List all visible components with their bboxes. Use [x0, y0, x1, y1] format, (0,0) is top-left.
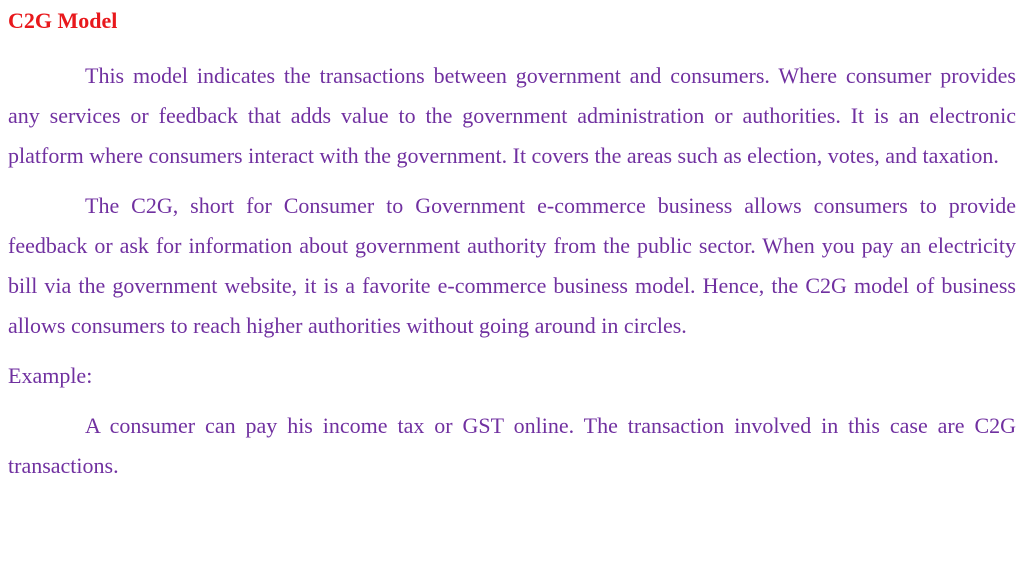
paragraph-definition: This model indicates the transactions between government and consumers. Where consumer provides any services or feedback that adds value to the government administration or authorities. It is an electronic platform where consumers interact with the government. It covers the areas such as election, votes, and taxation. [8, 63, 1016, 168]
page-title: C2G Model [8, 8, 118, 33]
paragraph-explanation: The C2G, short for Consumer to Government e-commerce business allows consumers to provide feedback or ask for information about government authority from the public sector. When you pay an electricity bill via the government website, it is a favorite e-commerce business model. Hence, the C2G model of business allows consumers to reach higher authorities without going around in circles. [8, 193, 1016, 338]
example-label: Example: [8, 363, 93, 388]
document-page [8, 8, 1016, 486]
paragraph-example: A consumer can pay his income tax or GST online. The transaction involved in this case are C2G transactions. [8, 413, 1016, 478]
